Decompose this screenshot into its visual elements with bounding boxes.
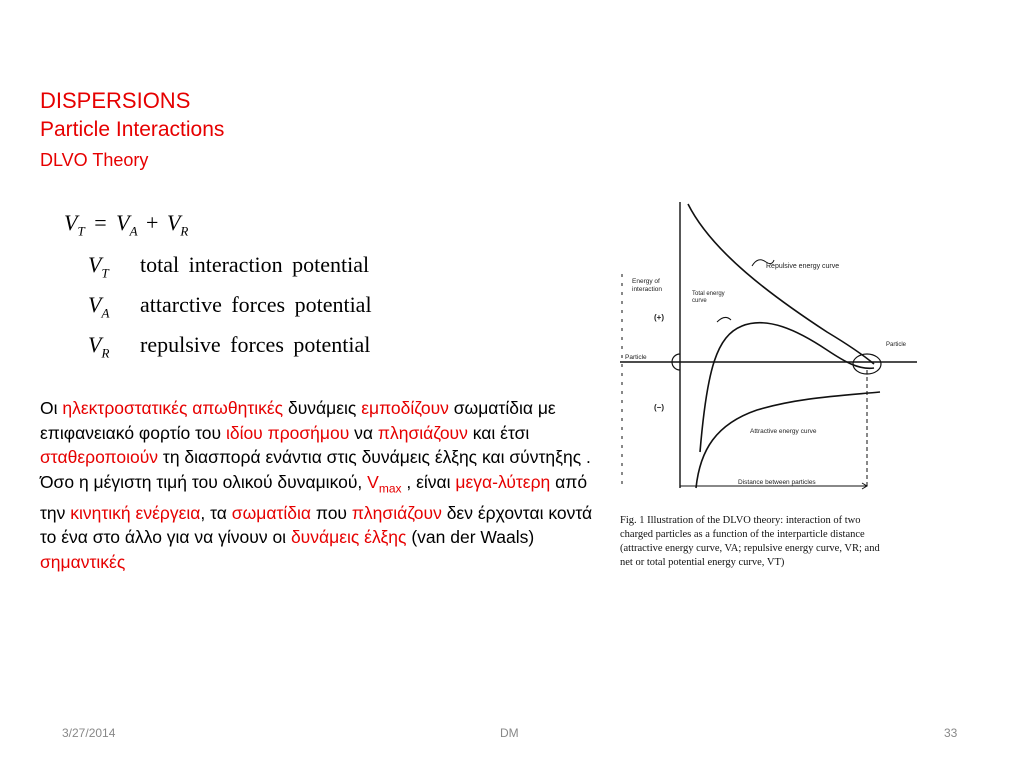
figure-caption-line-4: net or total potential energy curve, VT) <box>620 557 785 568</box>
positive-sign-label: (+) <box>654 313 664 322</box>
repulsive-curve-label: Repulsive energy curve <box>766 263 840 270</box>
left-particle-label: Particle <box>625 354 647 361</box>
figure-caption-line-3: (attractive energy curve, VA; repulsive energy curve, VR; and <box>620 543 880 554</box>
explanation-paragraph: Οι ηλεκτροστατικές απωθητικές δυνάμεις εμποδίζουν σωματίδια με επιφανειακό φορτίο του ιδίου προσήμου να πλησιάζουν και έτσι σταθεροποιούν τη διασπορά ενάντια στις δυνάμεις έλξης και σύντηξης . Όσο η μέγιστη τιμή του ολικού δυναμικού, $V_{max}$ , είναι μεγα-λύτερη από την κινητική ενέργεια, τα σωματίδια που πλησιάζουν δεν έρχονται κοντά το ένα στο άλλο για να γίνουν οι δυνάμεις έλξης (van der Waals) σημαντικές <box>40 398 593 572</box>
eq-lhs: $V_T$ <box>64 210 85 239</box>
energy-axis-label-2: interaction <box>632 286 662 293</box>
definition-symbol: $V_R$ <box>88 332 110 361</box>
definition-total <box>88 252 369 281</box>
total-leader <box>717 317 731 322</box>
page-number: 33 <box>944 726 958 740</box>
footer-center-text: DM <box>500 726 519 740</box>
repulsive-curve <box>688 204 874 364</box>
dlvo-diagram <box>612 188 924 588</box>
definition-repulsive <box>88 332 370 361</box>
eq-equals: = <box>94 210 107 235</box>
slide-subtitle: Particle Interactions <box>40 118 225 141</box>
dlvo-equation <box>64 210 188 239</box>
definition-attractive <box>88 292 372 321</box>
footer-date: 3/27/2014 <box>62 726 116 740</box>
slide-topic: DLVO Theory <box>40 150 149 170</box>
definition-text: total interaction potential <box>140 252 370 277</box>
negative-sign-label: (−) <box>654 403 664 412</box>
definition-text: attarctive forces potential <box>140 292 372 317</box>
eq-plus: + <box>146 210 159 235</box>
dlvo-figure <box>612 188 924 588</box>
total-curve-label-2: curve <box>692 298 707 304</box>
distance-axis-label: Distance between particles <box>738 479 816 486</box>
eq-term-attractive: $V_A$ <box>116 210 138 239</box>
attractive-curve-label: Attractive energy curve <box>750 428 817 435</box>
attractive-curve <box>696 392 880 488</box>
energy-axis-label: Energy of <box>632 278 660 285</box>
figure-caption-line-2: charged particles as a function of the interparticle distance <box>620 529 865 540</box>
definition-text: repulsive forces potential <box>140 332 371 357</box>
total-curve-label: Total energy <box>692 291 725 297</box>
slide-title: DISPERSIONS <box>40 88 191 113</box>
eq-term-repulsive: $V_R$ <box>166 210 189 239</box>
definition-symbol: $V_T$ <box>88 252 109 281</box>
figure-caption-line-1: Fig. 1 Illustration of the DLVO theory: interaction of two <box>620 515 861 526</box>
definition-symbol: $V_A$ <box>88 292 110 321</box>
right-particle-label: Particle <box>886 342 907 348</box>
